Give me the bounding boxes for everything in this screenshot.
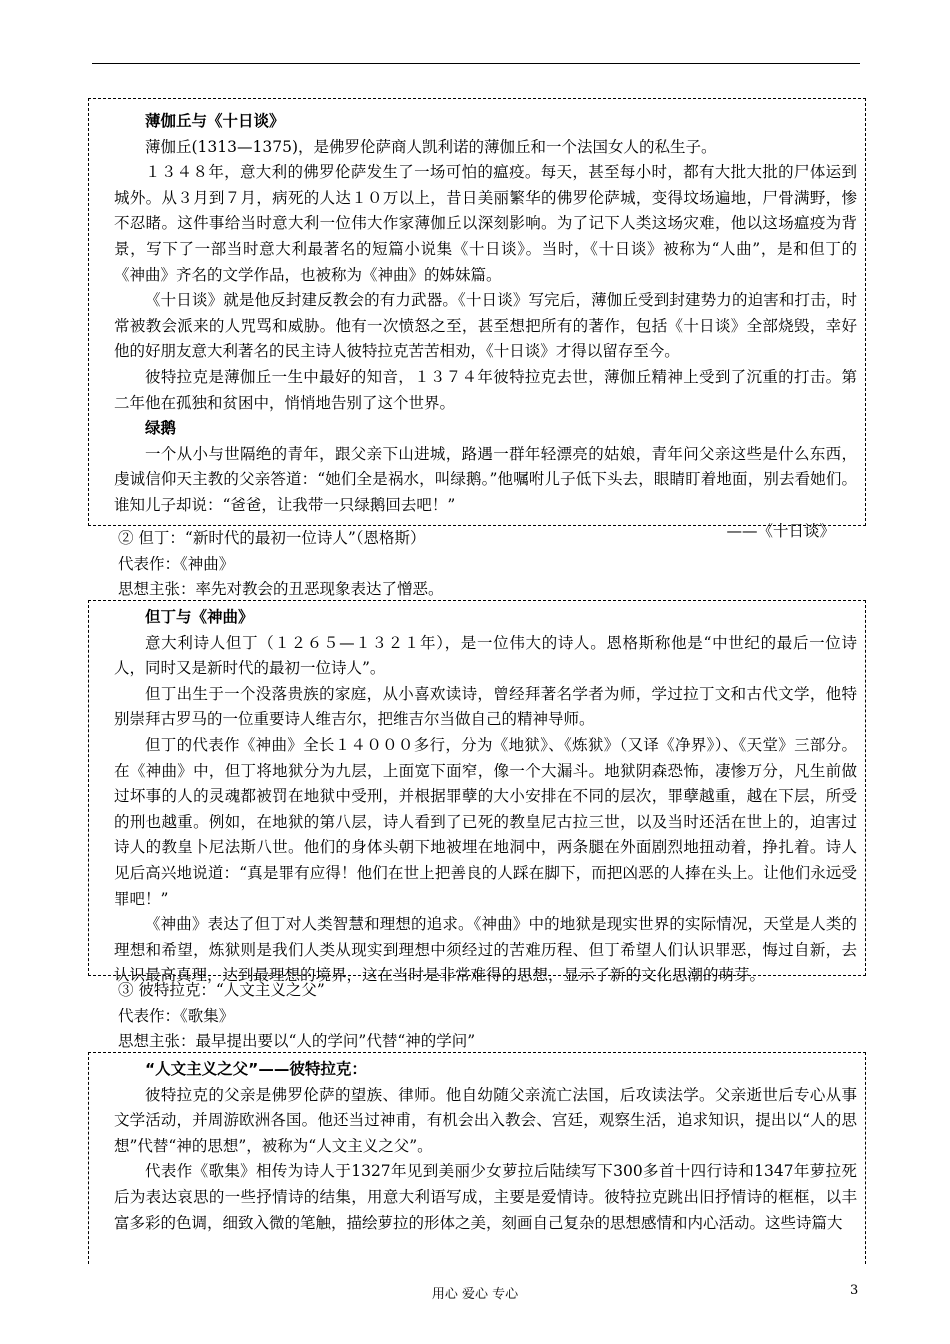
paragraph: 彼特拉克是薄伽丘一生中最好的知音，１３７４年彼特拉克去世，薄伽丘精神上受到了沉重的打击。第二年他在孤独和贫困中，悄悄地告别了这个世界。 (114, 367, 857, 412)
petrarch-work: 代表作：《歌集》 (118, 1006, 235, 1025)
story-title: 绿鹅 (145, 419, 177, 438)
dante-summary (118, 526, 858, 603)
petrarch-summary (118, 978, 858, 1055)
paragraph: 但丁出生于一个没落贵族的家庭，从小喜欢读诗，曾经拜著名学者为师，学过拉丁文和古代文学，他特别崇拜古罗马的一位重要诗人维吉尔，把维吉尔当做自己的精神导师。 (114, 684, 857, 729)
petrarch-box-title: “人文主义之父”——彼特拉克： (145, 1060, 367, 1078)
footer-motto: 用心 爱心 专心 (431, 1287, 519, 1302)
paragraph: 但丁的代表作《神曲》全长１４０００多行，分为《地狱》、《炼狱》（又译《净界》）、《天堂》三部分。在《神曲》中，但丁将地狱分为九层，上面宽下面窄，像一个大漏斗。地狱阴森恐怖，凄惨万分，凡生前做过坏事的人的灵魂都被罚在地狱中受刑，并根据罪孽的大小安排在不同的层次，罪孽越重，越在下层，所受的刑也越重。例如，在地狱的第八层，诗人看到了已死的教皇尼古拉三世，以及当时还活在世上的，迫害过诗人的教皇卜尼法斯八世。他们的身体头朝下地被埋在地洞中，两条腿在外面剧烈地扭动着，挣扎着。诗人见后高兴地说道：“真是罪有应得！他们在世上把善良的人踩在脚下，而把凶恶的人捧在头上。让他们永远受罪吧！” (114, 735, 857, 908)
dante-heading: ② 但丁：“新时代的最初一位诗人”（恩格斯） (118, 529, 426, 547)
story-source: ——《十日谈》 (726, 521, 835, 540)
dante-box-title: 但丁与《神曲》 (145, 608, 254, 626)
page-number: 3 (850, 1283, 859, 1298)
story-text: 一个从小与世隔绝的青年，跟父亲下山进城，路遇一群年轻漂亮的姑娘，青年问父亲这些是什么东西，虔诚信仰天主教的父亲答道：“她们全是祸水，叫绿鹅。”他嘱咐儿子低下头去，眼睛盯着地面，别去看她们。谁知儿子却说：“爸爸，让我带一只绿鹅回去吧！” (114, 444, 857, 514)
paragraph: 代表作《歌集》相传为诗人于1327年见到美丽少女萝拉后陆续写下300多首十四行诗和1347年萝拉死后为表达哀思的一些抒情诗的结集，用意大利语写成，主要是爱情诗。彼特拉克跳出旧抒情诗的框框，以丰富多彩的色调，细致入微的笔触，描绘萝拉的形体之美，刻画自己复杂的思想感情和内心活动。这些诗篇大 (114, 1162, 857, 1232)
paragraph: 《神曲》表达了但丁对人类智慧和理想的追求。《神曲》中的地狱是现实世界的实际情况，天堂是人类的理想和希望，炼狱则是我们人类从现实到理想中须经过的苦难历程、但丁希望人们认识罪恶，悔过自新，去认识最高真理，达到最理想的境界，这在当时是非常难得的思想，显示了新的文化思潮的萌芽。 (114, 915, 857, 985)
header-rule (92, 63, 860, 64)
dante-idea: 思想主张：率先对教会的丑恶现象表达了憎恶。 (118, 580, 444, 599)
boccaccio-box-title: 薄伽丘与《十日谈》 (145, 112, 285, 130)
petrarch-idea: 思想主张：最早提出要以“人的学问”代替“神的学问” (118, 1032, 476, 1051)
paragraph: 《十日谈》就是他反封建反教会的有力武器。《十日谈》写完后，薄伽丘受到封建势力的迫害和打击，时常被教会派来的人咒骂和威胁。他有一次愤怒之至，甚至想把所有的著作，包括《十日谈》全部烧毁，幸好他的好朋友意大利著名的民主诗人彼特拉克苦苦相劝，《十日谈》才得以留存至今。 (114, 291, 857, 361)
petrarch-box (88, 1052, 866, 1264)
dante-work: 代表作：《神曲》 (118, 554, 235, 573)
petrarch-heading: ③ 彼特拉克：“人文主义之父” (118, 981, 325, 999)
paragraph: 薄伽丘(1313—1375)，是佛罗伦萨商人凯利诺的薄伽丘和一个法国女人的私生子。 (145, 137, 717, 156)
paragraph: 意大利诗人但丁（１２６５—１３２１年），是一位伟大的诗人。恩格斯称他是“中世纪的最后一位诗人，同时又是新时代的最初一位诗人”。 (114, 633, 857, 678)
paragraph: １３４８年，意大利的佛罗伦萨发生了一场可怕的瘟疫。每天，甚至每小时，都有大批大批的尸体运到城外。从３月到７月，病死的人达１０万以上，昔日美丽繁华的佛罗伦萨城，变得坟场遍地，尸骨满野，惨不忍睹。这件事给当时意大利一位伟大作家薄伽丘以深刻影响。为了记下人类这场灾难，他以这场瘟疫为背景，写下了一部当时意大利最著名的短篇小说集《十日谈》。当时，《十日谈》被称为“人曲”，是和但丁的《神曲》齐名的文学作品，也被称为《神曲》的姊妹篇。 (114, 163, 857, 284)
paragraph: 彼特拉克的父亲是佛罗伦萨的望族、律师。他自幼随父亲流亡法国，后攻读法学。父亲逝世后专心从事文学活动，并周游欧洲各国。他还当过神甫，有机会出入教会、宫廷，观察生活，追求知识，提出以“人的思想”代替“神的思想”，被称为“人文主义之父”。 (114, 1085, 857, 1155)
dante-box (88, 600, 866, 985)
